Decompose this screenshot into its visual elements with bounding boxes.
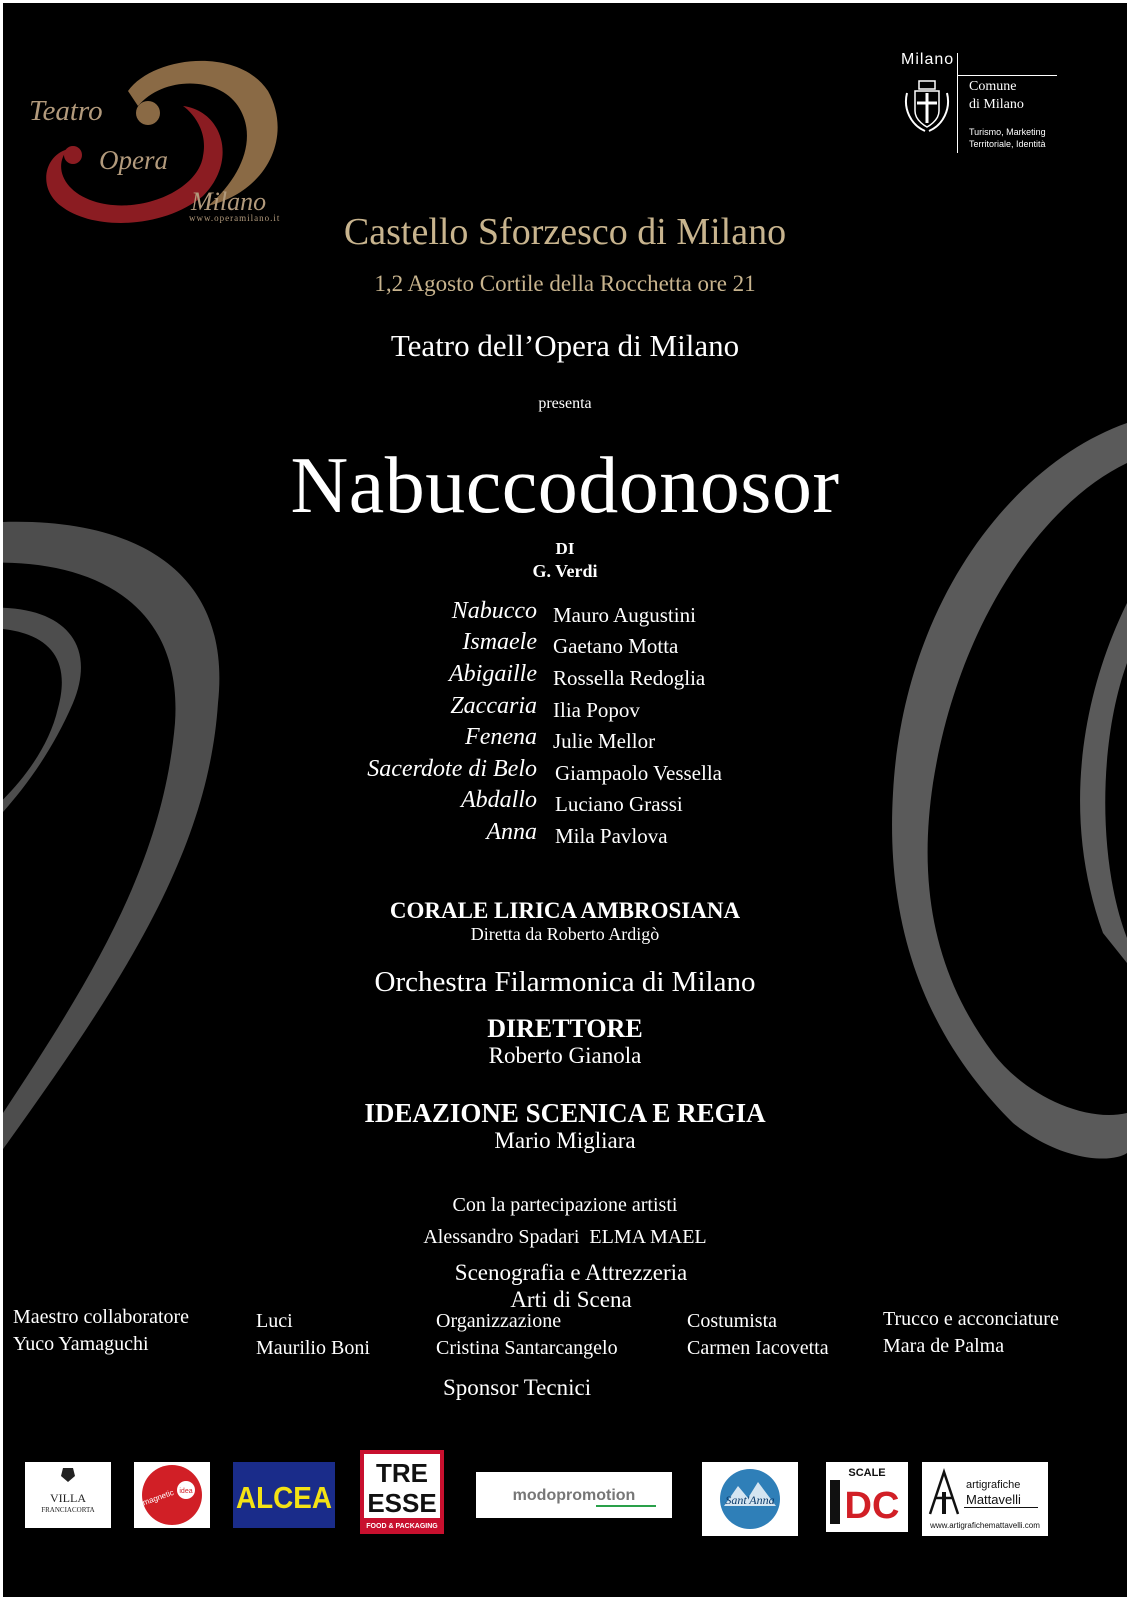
sponsor-villa-name: VILLA <box>50 1491 86 1505</box>
credit-name: Cristina Santarcangelo <box>436 1337 618 1359</box>
sponsor-alcea-logo <box>233 1462 335 1528</box>
credit-name: Yuco Yamaguchi <box>13 1333 149 1355</box>
sponsor-villa-logo <box>25 1462 111 1528</box>
scenography-label: Scenografia e Attrezzeria <box>454 1260 688 1285</box>
cast-singer: Mila Pavlova <box>555 824 668 848</box>
sponsor-magnetic-logo <box>134 1462 210 1528</box>
sponsor-modopromotion-logo <box>476 1472 672 1518</box>
credit-organization <box>436 1308 618 1362</box>
cast-singer: Gaetano Motta <box>553 634 679 658</box>
sponsor-mattavelli-name: artigrafiche <box>966 1479 1021 1491</box>
logo-teatro: Teatro <box>29 95 103 127</box>
credit-name: Maurilio Boni <box>256 1337 370 1359</box>
sponsor-tresse-name: TRE <box>376 1458 428 1488</box>
credit-role: Luci <box>256 1310 293 1332</box>
logo-opera: Opera <box>99 145 168 175</box>
credit-role: Costumista <box>687 1310 778 1332</box>
cast-role: Abigaille <box>449 661 537 687</box>
sponsor-villa-sub: FRANCIACORTA <box>41 1506 95 1514</box>
modopromotion-underline <box>596 1505 656 1507</box>
presenta-label: presenta <box>538 395 592 412</box>
sponsor-scaledc-name: SCALE <box>848 1467 886 1479</box>
teatro-opera-logo <box>23 51 293 231</box>
sponsor-tresse-tag: FOOD & PACKAGING <box>366 1523 438 1530</box>
cast-role: Ismaele <box>462 629 537 655</box>
scenography-name: Arti di Scena <box>510 1287 632 1312</box>
composer: G. Verdi <box>532 561 598 581</box>
comune-city: Milano <box>901 51 955 68</box>
comune-line1: Comune <box>969 79 1017 94</box>
sponsor-magnetic-name: magnetic <box>141 1487 175 1508</box>
sponsor-label: Sponsor Tecnici <box>443 1375 592 1400</box>
staging-label: IDEAZIONE SCENICA E REGIA <box>364 1098 766 1128</box>
logo-milano: Milano <box>191 187 267 216</box>
chorus-name: CORALE LIRICA AMBROSIANA <box>389 898 741 923</box>
sponsor-tresse-sub: ESSE <box>367 1488 437 1518</box>
credit-role: Trucco e acconciature <box>883 1308 1059 1330</box>
cast-role: Abdallo <box>461 787 537 813</box>
cast-singer: Ilia Popov <box>553 698 640 722</box>
sponsor-mattavelli-logo <box>922 1462 1048 1536</box>
logo-url: www.operamilano.it <box>189 213 281 223</box>
sponsor-alcea-name: ALCEA <box>236 1480 332 1515</box>
sponsor-santanna-name: Sant'Anna <box>725 1493 775 1507</box>
credit-makeup <box>883 1306 1059 1360</box>
opera-title: Nabuccodonosor <box>290 442 840 530</box>
participation-names: Alessandro Spadari ELMA MAEL <box>423 1226 707 1248</box>
cast-singer: Mauro Augustini <box>553 603 696 627</box>
sponsor-scaledc-logo <box>826 1462 908 1532</box>
credit-name: Mara de Palma <box>883 1335 1005 1357</box>
credit-role: Maestro collaboratore <box>13 1306 190 1328</box>
cast-role: Fenena <box>465 724 537 750</box>
left-swirl-thin <box>3 608 81 833</box>
cast-role: Anna <box>486 819 537 845</box>
conductor-label: DIRETTORE <box>487 1014 643 1043</box>
cast-singer: Rossella Redoglia <box>553 666 706 690</box>
comune-divider-v <box>957 53 958 153</box>
sponsor-magnetic-sub: idea <box>179 1488 193 1495</box>
conductor-name: Roberto Gianola <box>488 1043 642 1068</box>
cast-role: Sacerdote di Belo <box>367 756 537 782</box>
credit-costumes <box>687 1308 829 1362</box>
cast-singer: Giampaolo Vessella <box>555 761 722 785</box>
sponsor-scaledc-sub: DC <box>844 1485 900 1527</box>
venue-title: Castello Sforzesco di Milano <box>343 211 787 253</box>
sponsor-mattavelli-sub: Mattavelli <box>966 1492 1021 1507</box>
credit-maestro <box>13 1304 189 1358</box>
comune-line2: di Milano <box>969 97 1024 112</box>
cast-singer: Luciano Grassi <box>555 792 683 816</box>
comune-divider-h <box>957 75 1057 76</box>
sponsor-modopromotion-name: modopromotion <box>512 1487 636 1504</box>
participation-label: Con la partecipazione artisti <box>452 1194 678 1216</box>
cast-role: Nabucco <box>451 598 537 624</box>
staging-name: Mario Migliara <box>494 1128 636 1153</box>
sponsor-mattavelli-url: www.artigrafichemattavelli.com <box>930 1521 1040 1530</box>
di-label: DI <box>555 539 575 558</box>
credit-role: Organizzazione <box>436 1310 562 1332</box>
comune-crest-icon <box>903 79 951 135</box>
presenter: Teatro dell’Opera di Milano <box>390 328 740 363</box>
sponsor-santanna-logo <box>702 1462 798 1536</box>
comune-milano-logo <box>901 51 1076 161</box>
orchestra-name: Orchestra Filarmonica di Milano <box>374 966 756 998</box>
comune-line3: Turismo, Marketing <box>969 127 1046 137</box>
cast-singer: Julie Mellor <box>553 729 656 753</box>
credit-lights <box>256 1308 370 1362</box>
cast-role: Zaccaria <box>450 693 537 719</box>
poster <box>3 3 1127 1597</box>
sponsor-tresse-logo <box>360 1450 444 1534</box>
credit-name: Carmen Iacovetta <box>687 1337 829 1359</box>
chorus-director: Diretta da Roberto Ardigò <box>470 924 660 944</box>
venue-date: 1,2 Agosto Cortile della Rocchetta ore 21 <box>374 271 756 296</box>
comune-line4: Territoriale, Identità <box>969 139 1046 149</box>
